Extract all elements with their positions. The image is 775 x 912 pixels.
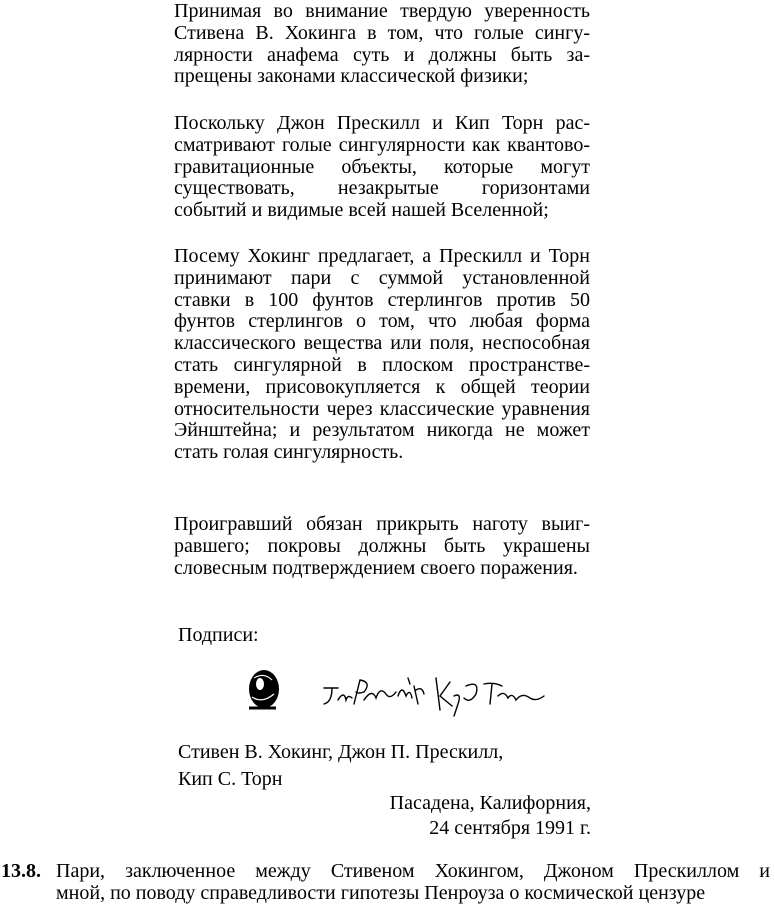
bet-paragraph-whereas-preskill-thorne: Поскольку Джон Прескилл и Кип Торн рассматривают голые сингулярности как квантово-гравитационные объекты, которые могут существовать, незакрытые горизонтами событий и видимые всей нашей Вселенной; — [174, 112, 590, 222]
date-text: 24 сентября 1991 г. — [429, 817, 591, 839]
thumbprint-signature — [249, 670, 279, 708]
bet-paragraph-loser-obligation: Проигравший обязан прикрыть наготу выигравшего; покровы должны быть украшены словесным подтверждением своего поражения. — [174, 513, 590, 579]
place-text: Пасадена, Калифорния, — [389, 792, 591, 814]
caption-line-1: Пари, заключенное между Стивеном Хокингом, Джоном Прескиллом и — [56, 860, 770, 882]
handwritten-signatures — [240, 664, 550, 720]
caption-text — [56, 860, 770, 904]
signers-block — [178, 739, 503, 793]
signers-line-2: Кип С. Торн — [178, 768, 283, 790]
place-date-block — [390, 791, 591, 841]
signers-line-1: Стивен В. Хокинг, Джон П. Прескилл, — [178, 741, 504, 763]
bet-paragraph-terms: Посему Хокинг предлагает, а Прескилл и Торн принимают пари с суммой установленной ставки в 100 фунтов стерлингов против 50 фунтов стерлингов о том, что любая форма классического вещества или поля, неспособная стать сингулярной в плоском пространстве-времени, присовокупляется к общей теории относительности через классические уравнения Эйнштейна; и результатом никогда не может стать голая сингулярность. — [174, 245, 590, 464]
preskill-signature — [324, 678, 424, 704]
bet-paragraph-whereas-hawking: Принимая во внимание твердую уверенность Стивена В. Хокинга в том, что голые сингулярности анафема суть и должны быть запрещены законами классической физики; — [174, 0, 590, 88]
caption-line-2: мной, по поводу справедливости гипотезы Пенроуза о космической цензуре — [56, 882, 706, 904]
signatures-label: Подписи: — [178, 624, 259, 646]
caption-number: 13.8. — [1, 860, 41, 882]
thorne-signature — [436, 678, 544, 716]
